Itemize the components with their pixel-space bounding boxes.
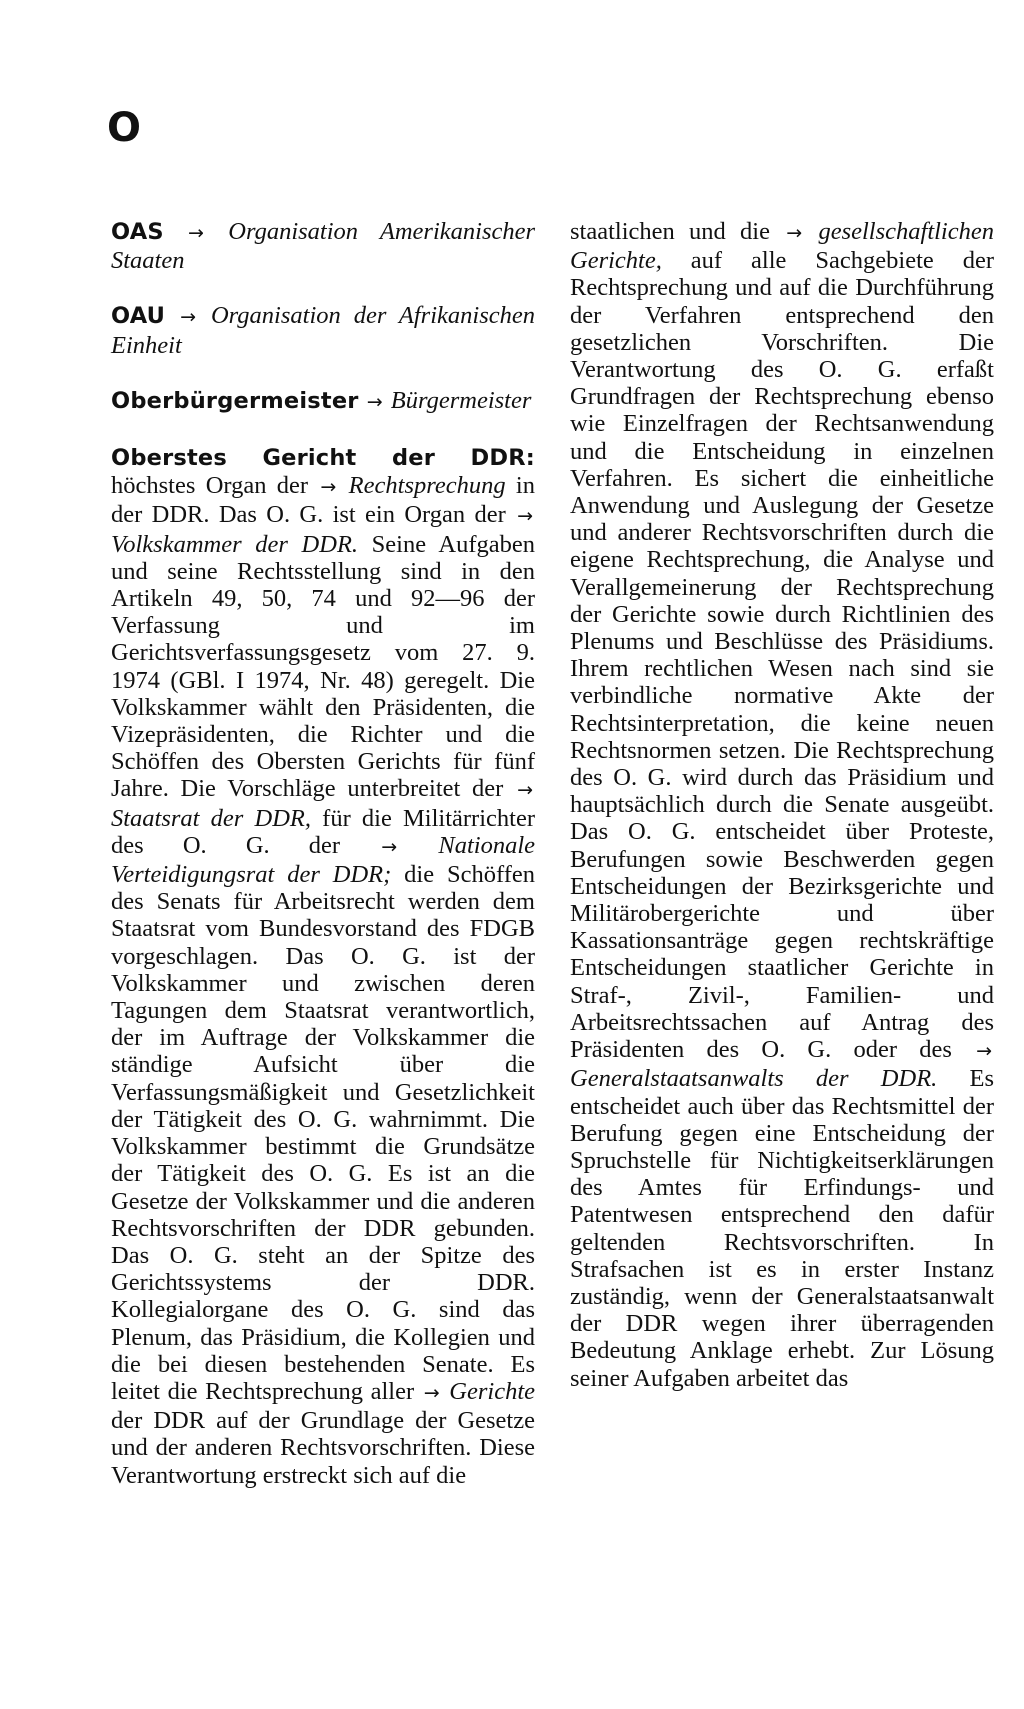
entry-text [111,218,535,274]
cross-reference-generalstaatsanwalt[interactable]: Generalstaatsanwalts der DDR. [570,1065,938,1093]
entry-text [111,302,535,358]
cross-reference-arrow-icon: → [381,835,398,858]
cross-reference[interactable]: Organisation der Afrikanischen Einheit [111,302,535,359]
cross-reference-staatsrat[interactable]: Staatsrat der DDR, [111,804,311,832]
body-text: in der DDR. Das O. G. ist ein Organ der [111,472,535,529]
cross-reference-arrow-icon: → [180,306,197,329]
cross-reference-arrow-icon: → [320,476,337,499]
entry-oberstes-gericht [111,444,535,1489]
body-text: staatlichen und die [570,218,785,245]
section-letter: O [107,105,142,151]
cross-reference-arrow-icon: → [423,1381,440,1404]
entry-oau [111,302,535,358]
cross-reference-volkskammer[interactable]: Volkskammer der DDR. [111,530,359,558]
headword: Oberstes Gericht der DDR: [111,445,535,472]
body-text: höchstes Organ der [111,472,319,500]
cross-reference-arrow-icon: → [517,505,533,528]
entry-oas [111,218,535,274]
cross-reference-arrow-icon: → [786,222,803,244]
body-text: Seine Aufgaben und seine Rechtsstellung sind in den Artikeln 49, 50, 74 und 92—96 der Verfassung und im Gerichtsverfassungsgesetz vom 27. 9. 1974 (GBl. I 1974, Nr. 48) geregelt. Die Volkskammer wählt den Präsidenten, die Vizepräsidenten, die Richter und die Schöffen des Obersten Gerichts für fünf Jahre. Die Vorschläge unterbreitet der [111,530,535,803]
headword: OAS [111,219,164,245]
right-column [570,218,994,1392]
body-text: die Schöffen des Senats für Arbeitsrecht werden dem Staatsrat vom Bundesvorstand des FDGB vorgeschlagen. Das O. G. ist der Volkskammer und zwischen deren Tagungen dem Staatsrat verantwortlich, der im Auftrage der Volkskammer die ständige Aufsicht über die Verfassungsmäßigkeit und Gesetzlichkeit der Tätigkeit des O. G. wahrnimmt. Die Volkskammer bestimmt die Grundsätze der Tätigkeit des O. G. Es ist an die Gesetze der Volkskammer und die anderen Rechtsvorschriften der DDR gebunden. Das O. G. steht an der Spitze des Gerichtssystems der DDR. Kollegialorgane des O. G. sind das Plenum, das Präsidium, die Kollegien und die bei diesen bestehenden Senate. Es leitet die Rechtsprechung aller [111,861,535,1405]
cross-reference-arrow-icon: → [517,779,533,802]
cross-reference-arrow-icon: → [366,390,383,413]
body-text: Es entscheidet auch über das Rechtsmittel der Berufung gegen eine Entscheidung der Spruchstelle für Nichtigkeitserklärungen des Amtes für Erfindungs- und Patentwesen entsprechend den dafür geltenden Rechtsvorschriften. In Strafsachen ist es in erster Instanz zuständig, wenn der Generalstaatsanwalt der DDR wegen ihrer überragenden Bedeutung Anklage erhebt. Zur Lösung seiner Aufgaben arbeitet das [570,1065,994,1392]
body-text: für die Militärrichter des O. G. der [111,804,535,859]
cross-reference[interactable]: Bürgermeister [390,386,532,414]
cross-reference-gesellschaftliche-gerichte[interactable]: gesellschaftlichen Gerichte, [570,218,994,275]
cross-reference-rechtsprechung[interactable]: Rechtsprechung [348,472,506,500]
entry-text [111,387,535,416]
entry-text [111,444,535,1489]
headword: OAU [111,303,166,330]
body-text: der DDR auf der Grundlage der Gesetze und der anderen Rechtsvorschriften. Diese Verantwortung erstreckt sich auf die [111,1407,535,1489]
left-column [111,218,535,1517]
entry-oberbuergermeister [111,387,535,416]
cross-reference-gerichte[interactable]: Gerichte [449,1377,535,1405]
cross-reference[interactable]: Organisation Amerikanischer Staaten [111,218,536,275]
cross-reference-arrow-icon: → [976,1040,992,1063]
cross-reference-verteidigungsrat[interactable]: Nationale Verteidigungsrat der DDR; [111,831,535,889]
entry-continued-text [570,218,994,1392]
cross-reference-arrow-icon: → [188,222,204,244]
body-text: auf alle Sachgebiete der Rechtsprechung und auf die Durchführung der Verfahren entsprechend den gesetzlichen Vorschriften. Die Verantwortung des O. G. erfaßt Grundfragen der Rechtsprechung ebenso wie Einzelfragen der Rechtsanwendung und die Entscheidung in einzelnen Verfahren. Es sichert die einheitliche Anwendung und Auslegung der Gesetze und anderer Rechtsvorschriften durch die eigene Rechtsprechung, die Analyse und Verallgemeinerung der Rechtsprechung der Gerichte sowie durch Richtlinien des Plenums und Beschlüsse des Präsidiums. Ihrem rechtlichen Wesen nach sind sie verbindliche normative Akte der Rechtsinterpretation, die keine neuen Rechtsnormen setzen. Die Rechtsprechung des O. G. wird durch das Präsidium und hauptsächlich durch die Senate ausgeübt. Das O. G. entscheidet über Proteste, Berufungen sowie Beschwerden gegen Entscheidungen der Bezirksgerichte und Militärobergerichte und über Kassationsanträge gegen rechtskräftige Entscheidungen staatlicher Gerichte in Straf-, Zivil-, Familien- und Arbeitsrechtssachen auf Antrag des Präsidenten des O. G. oder des [570,247,994,1064]
headword: Oberbürgermeister [111,387,359,414]
